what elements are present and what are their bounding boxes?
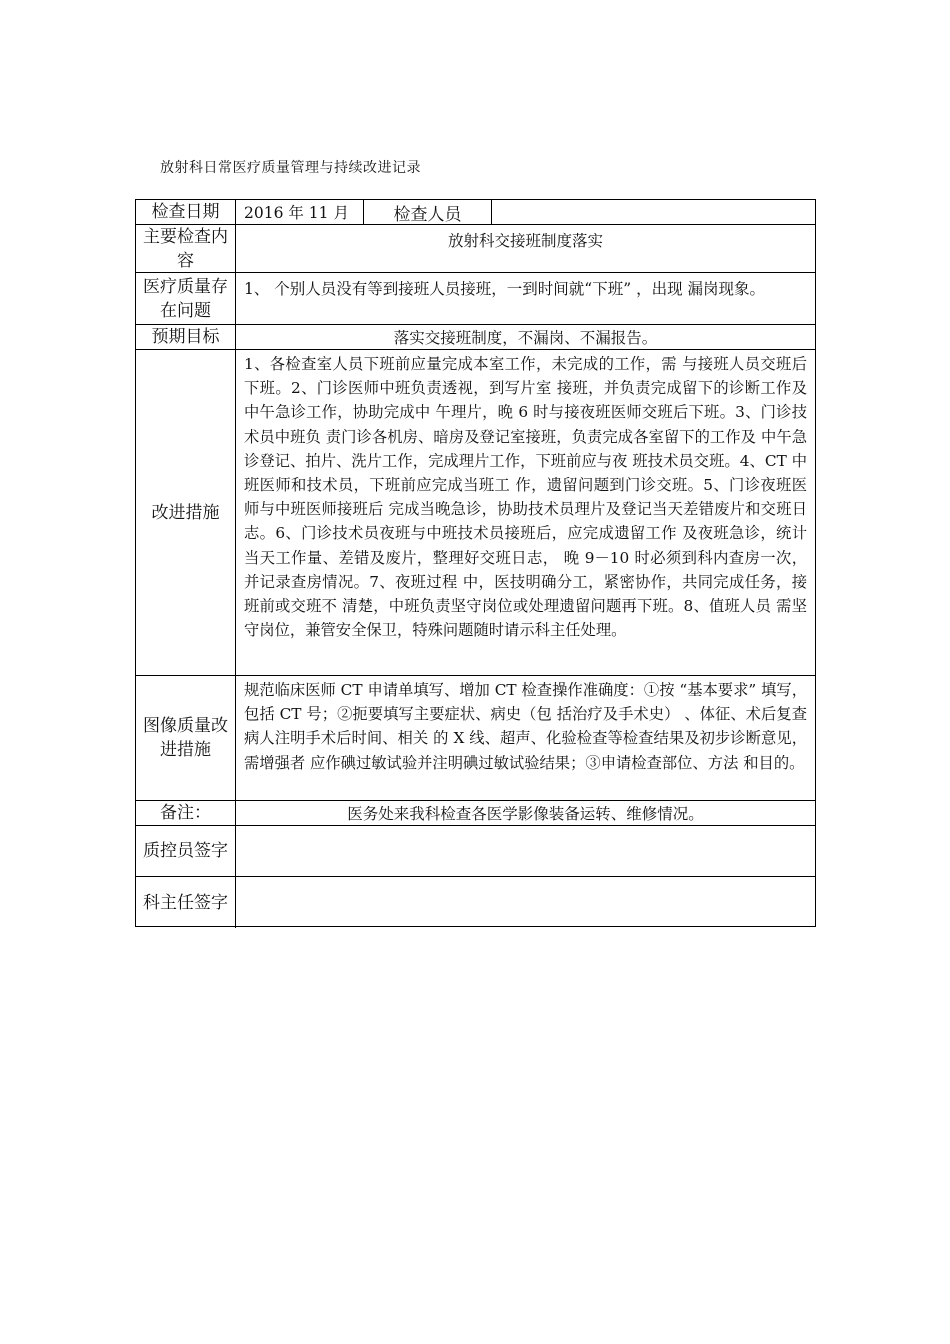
row-measures xyxy=(136,350,815,676)
inspector-label: 检查人员 xyxy=(364,200,492,224)
image-label: 图像质量改进措施 xyxy=(136,676,236,800)
row-problems xyxy=(136,273,815,325)
row-content xyxy=(136,225,815,273)
measures-value: 1、各检查室人员下班前应量完成本室工作，未完成的工作，需 与接班人员交班后下班。2、门诊医师中班负责透视，到写片室 接班，并负责完成留下的诊断工作及中午急诊工作，协助完成中 午理片，晚 6 时与接夜班医师交班后下班。3、门诊技术员中班负 责门诊各机房、暗房及登记室接班，负责完成各室留下的工作及 中午急诊登记、拍片、洗片工作，完成理片工作，下班前应与夜 班技术员交班。4、CT 中班医师和技术员，下班前应完成当班工 作，遗留问题到门诊交班。5、门诊夜班医师与中班医师接班后 完成当晚急诊，协助技术员理片及登记当天差错废片和交班日 志。6、门诊技术员夜班与中班技术员接班后，应完成遗留工作 及夜班急诊，统计当天工作量、差错及废片，整理好交班日志， 晚 9－10 时必须到科内查房一次，并记录查房情况。7、夜班过程 中，医技明确分工，紧密协作，共同完成任务，接班前或交班不 清楚，中班负责坚守岗位或处理遗留问题再下班。8、值班人员 需坚守岗位，兼管安全保卫，特殊问题随时请示科主任处理。 xyxy=(244,355,807,640)
image-value: 规范临床医师 CT 申请单填写、增加 CT 检查操作准确度：①按 “基本要求” 填写，包括 CT 号；②扼要填写主要症状、病史（包 括治疗及手术史） 、体征、术后复查病人注明手术后时间、相关 的 X 线、超声、化验检查等检查结果及初步诊断意见，需增强者 应作碘过敏试验并注明碘过敏试验结果；③申请检查部位、方法 和目的。 xyxy=(244,681,807,772)
director-sign-value[interactable] xyxy=(236,877,815,928)
problems-label: 医疗质量存在问题 xyxy=(136,273,236,324)
date-label: 检查日期 xyxy=(136,200,236,224)
problems-value: 1、 个别人员没有等到接班人员接班，一到时间就“下班” ，出现 漏岗现象。 xyxy=(244,280,765,298)
director-sign-label: 科主任签字 xyxy=(136,877,236,928)
remarks-value: 医务处来我科检查各医学影像装备运转、维修情况。 xyxy=(347,805,704,823)
row-qc-signature xyxy=(136,826,815,877)
remarks-label: 备注： xyxy=(136,801,236,825)
date-value: 2016 年 11 月 xyxy=(236,200,364,224)
document-title: 放射科日常医疗质量管理与持续改进记录 xyxy=(160,160,421,176)
row-date xyxy=(136,200,815,225)
row-goal xyxy=(136,325,815,350)
image-cell xyxy=(236,676,815,800)
content-label: 主要检查内容 xyxy=(136,225,236,272)
measures-cell xyxy=(236,350,815,675)
inspector-value[interactable] xyxy=(492,200,815,224)
qc-sign-label: 质控员签字 xyxy=(136,826,236,876)
record-table xyxy=(135,199,816,927)
measures-label: 改进措施 xyxy=(136,350,236,675)
row-director-signature xyxy=(136,877,815,928)
goal-label: 预期目标 xyxy=(136,325,236,349)
goal-value: 落实交接班制度，不漏岗、不漏报告。 xyxy=(393,329,658,347)
content-value: 放射科交接班制度落实 xyxy=(447,232,603,250)
qc-sign-value[interactable] xyxy=(236,826,815,876)
row-remarks xyxy=(136,801,815,826)
row-image-quality xyxy=(136,676,815,801)
